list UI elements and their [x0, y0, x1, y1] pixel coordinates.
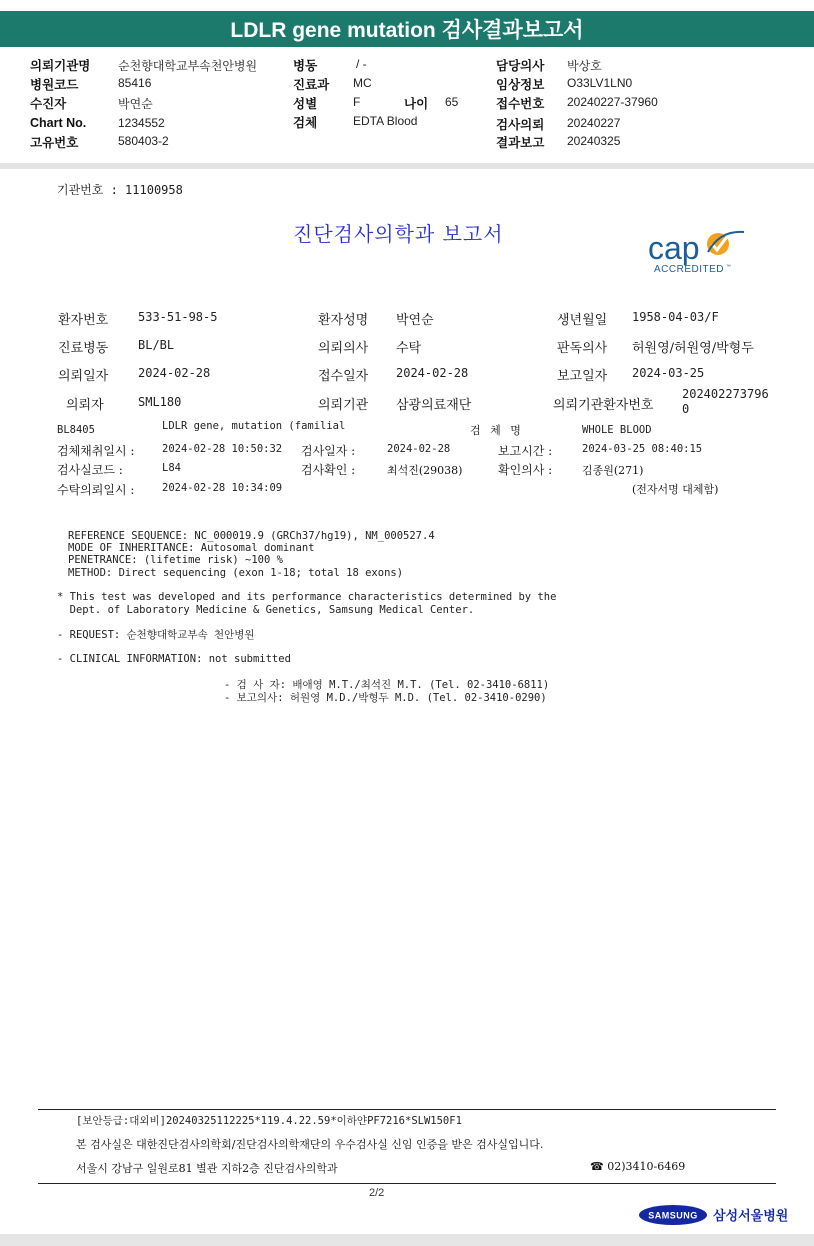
cap-logo-sub: ACCREDITED: [654, 264, 725, 275]
label-test-request: 검사의뢰: [496, 118, 545, 132]
cap-logo-word: cap: [648, 230, 700, 266]
label-receipt-date: 접수일자: [318, 369, 369, 384]
label-clinical-info: 임상정보: [496, 78, 545, 92]
footer-rule-bottom: [38, 1183, 776, 1184]
value-test-confirmation: 최석진(29038): [387, 464, 463, 477]
header-separator: [0, 163, 814, 169]
label-result-report: 결과보고: [496, 136, 545, 150]
label-attending-doctor: 담당의사: [496, 59, 545, 73]
label-inst-patient-number: 의뢰기관환자번호: [553, 398, 654, 413]
clinical-information: - CLINICAL INFORMATION: not submitted: [57, 653, 291, 665]
value-consignment-datetime: 2024-02-28 10:34:09: [162, 482, 283, 494]
label-test-confirmation: 검사확인 :: [301, 463, 356, 477]
penetrance: PENETRANCE: (lifetime risk) ~100 %: [68, 554, 283, 566]
value-report-time: 2024-03-25 08:40:15: [582, 443, 703, 455]
value-specimen-name: WHOLE BLOOD: [582, 424, 652, 436]
value-age: 65: [445, 95, 459, 109]
test-name: LDLR gene, mutation (familial: [162, 420, 346, 432]
value-attending-doctor: 박상호: [567, 59, 602, 73]
value-unique-no: 580403-2: [118, 134, 169, 148]
value-chart-no: 1234552: [118, 116, 165, 130]
hospital-logo-name: 삼성서울병원: [713, 1209, 789, 1224]
value-sex: F: [353, 95, 361, 109]
label-unique-no: 고유번호: [30, 136, 79, 150]
label-lab-code: 검사실코드 :: [57, 463, 123, 477]
electronic-signature-note: (전자서명 대체함): [632, 483, 719, 496]
value-result-report: 20240325: [567, 134, 621, 148]
disclaimer-line1: * This test was developed and its performance characteristics determined by the: [57, 591, 557, 603]
value-referring-doctor: 수탁: [396, 341, 422, 356]
value-inst-patient-number-line1: 202402273796: [682, 387, 769, 401]
value-patient-name: 박연순: [396, 313, 434, 328]
value-referring-institution: 순천향대학교부속천안병원: [118, 59, 258, 73]
value-reading-doctor: 허원영/허원영/박형두: [632, 341, 754, 356]
lab-phone: ☎ 02)3410-6469: [590, 1160, 686, 1173]
label-request-date: 의뢰일자: [58, 369, 109, 384]
footer-rule-top: [38, 1109, 776, 1110]
method: METHOD: Direct sequencing (exon 1-18; total 18 exons): [68, 567, 404, 579]
cap-logo-tm: ™: [726, 264, 731, 270]
label-department: 진료과: [293, 78, 330, 92]
value-collection-datetime: 2024-02-28 10:50:32: [162, 443, 283, 455]
certification-note: 본 검사실은 대한진단검사의학회/진단검사의학재단의 우수검사실 신임 인증을 받은 검사실입니다.: [76, 1138, 544, 1151]
label-collection-datetime: 검체채취일시 :: [57, 444, 135, 458]
disclaimer-line2: Dept. of Laboratory Medicine & Genetics, Samsung Medical Center.: [57, 604, 475, 616]
value-receipt-no: 20240227-37960: [567, 95, 658, 109]
label-requesting-institution: 의뢰기관: [318, 398, 369, 413]
value-department: MC: [353, 76, 372, 90]
lab-address: 서울시 강남구 일원로81 별관 지하2층 진단검사의학과: [76, 1162, 338, 1175]
label-specimen-name: 검 체 명: [470, 424, 524, 437]
value-hospital-code: 85416: [118, 76, 152, 90]
samsung-logo-icon: [639, 1203, 789, 1227]
label-clinic-ward: 진료병동: [58, 341, 109, 356]
label-specimen: 검체: [293, 116, 318, 130]
value-patient: 박연순: [118, 97, 153, 111]
value-test-date: 2024-02-28: [387, 443, 451, 455]
value-clinical-info: O33LV1LN0: [567, 76, 633, 90]
report-title-bar: [0, 11, 814, 47]
label-age: 나이: [404, 97, 429, 111]
test-staff: - 검 사 자: 배애영 M.T./최석진 M.T. (Tel. 02-3410-6811): [224, 679, 550, 691]
cap-logo-icon: [646, 226, 756, 276]
page-number: 2/2: [369, 1187, 385, 1199]
reference-sequence: REFERENCE SEQUENCE: NC_000019.9 (GRCh37/hg19), NM_000527.4: [68, 530, 435, 542]
reporting-doctors: - 보고의사: 허원영 M.D./박형두 M.D. (Tel. 02-3410-0290): [224, 692, 547, 704]
value-receipt-date: 2024-02-28: [396, 366, 469, 380]
label-birthdate: 생년월일: [557, 313, 608, 328]
value-confirming-doctor: 김종원(271): [582, 464, 644, 477]
label-sex: 성별: [293, 97, 318, 111]
label-patient: 수진자: [30, 97, 67, 111]
label-confirming-doctor: 확인의사 :: [498, 463, 553, 477]
report-main-title: LDLR gene mutation 검사결과보고서: [230, 19, 584, 42]
label-referring-doctor: 의뢰의사: [318, 341, 369, 356]
value-clinic-ward: BL/BL: [138, 338, 175, 352]
value-lab-code: L84: [162, 462, 181, 474]
value-patient-number: 533-51-98-5: [138, 310, 218, 324]
cap-accredited-logo: [646, 226, 756, 276]
page-bottom-band: [0, 1234, 814, 1246]
value-inst-patient-number-line2: 0: [682, 402, 690, 416]
value-request-date: 2024-02-28: [138, 366, 211, 380]
request-info: - REQUEST: 순천향대학교부속 천안병원: [57, 629, 255, 641]
label-ward: 병동: [293, 59, 318, 73]
value-birthdate: 1958-04-03/F: [632, 310, 719, 324]
value-test-request: 20240227: [567, 116, 621, 130]
samsung-logo-word: SAMSUNG: [648, 1210, 698, 1221]
report-title: 진단검사의학과 보고서: [293, 222, 504, 246]
label-referring-institution: 의뢰기관명: [30, 59, 91, 73]
label-consignment-datetime: 수탁의뢰일시 :: [57, 483, 135, 497]
label-receipt-no: 접수번호: [496, 97, 545, 111]
label-hospital-code: 병원코드: [30, 78, 79, 92]
value-requesting-institution: 삼광의료재단: [396, 398, 472, 413]
label-reading-doctor: 판독의사: [557, 341, 608, 356]
test-code: BL8405: [57, 424, 95, 436]
label-patient-name: 환자성명: [318, 313, 369, 328]
value-specimen: EDTA Blood: [353, 114, 418, 128]
value-requester: SML180: [138, 395, 182, 409]
institution-number: 기관번호 : 11100958: [57, 183, 183, 197]
label-chart-no: Chart No.: [30, 116, 87, 130]
value-report-date: 2024-03-25: [632, 366, 705, 380]
label-patient-number: 환자번호: [58, 313, 109, 328]
label-requester: 의뢰자: [66, 398, 104, 413]
samsung-hospital-logo: [639, 1203, 789, 1227]
security-line: [보안등급:대외비]20240325112225*119.4.22.59*이하얀PF7216*SLW150F1: [76, 1115, 462, 1127]
label-report-time: 보고시간 :: [498, 444, 553, 458]
mode-of-inheritance: MODE OF INHERITANCE: Autosomal dominant: [68, 542, 315, 554]
label-report-date: 보고일자: [557, 369, 608, 384]
label-test-date: 검사일자 :: [301, 444, 356, 458]
value-ward: / -: [356, 57, 367, 71]
